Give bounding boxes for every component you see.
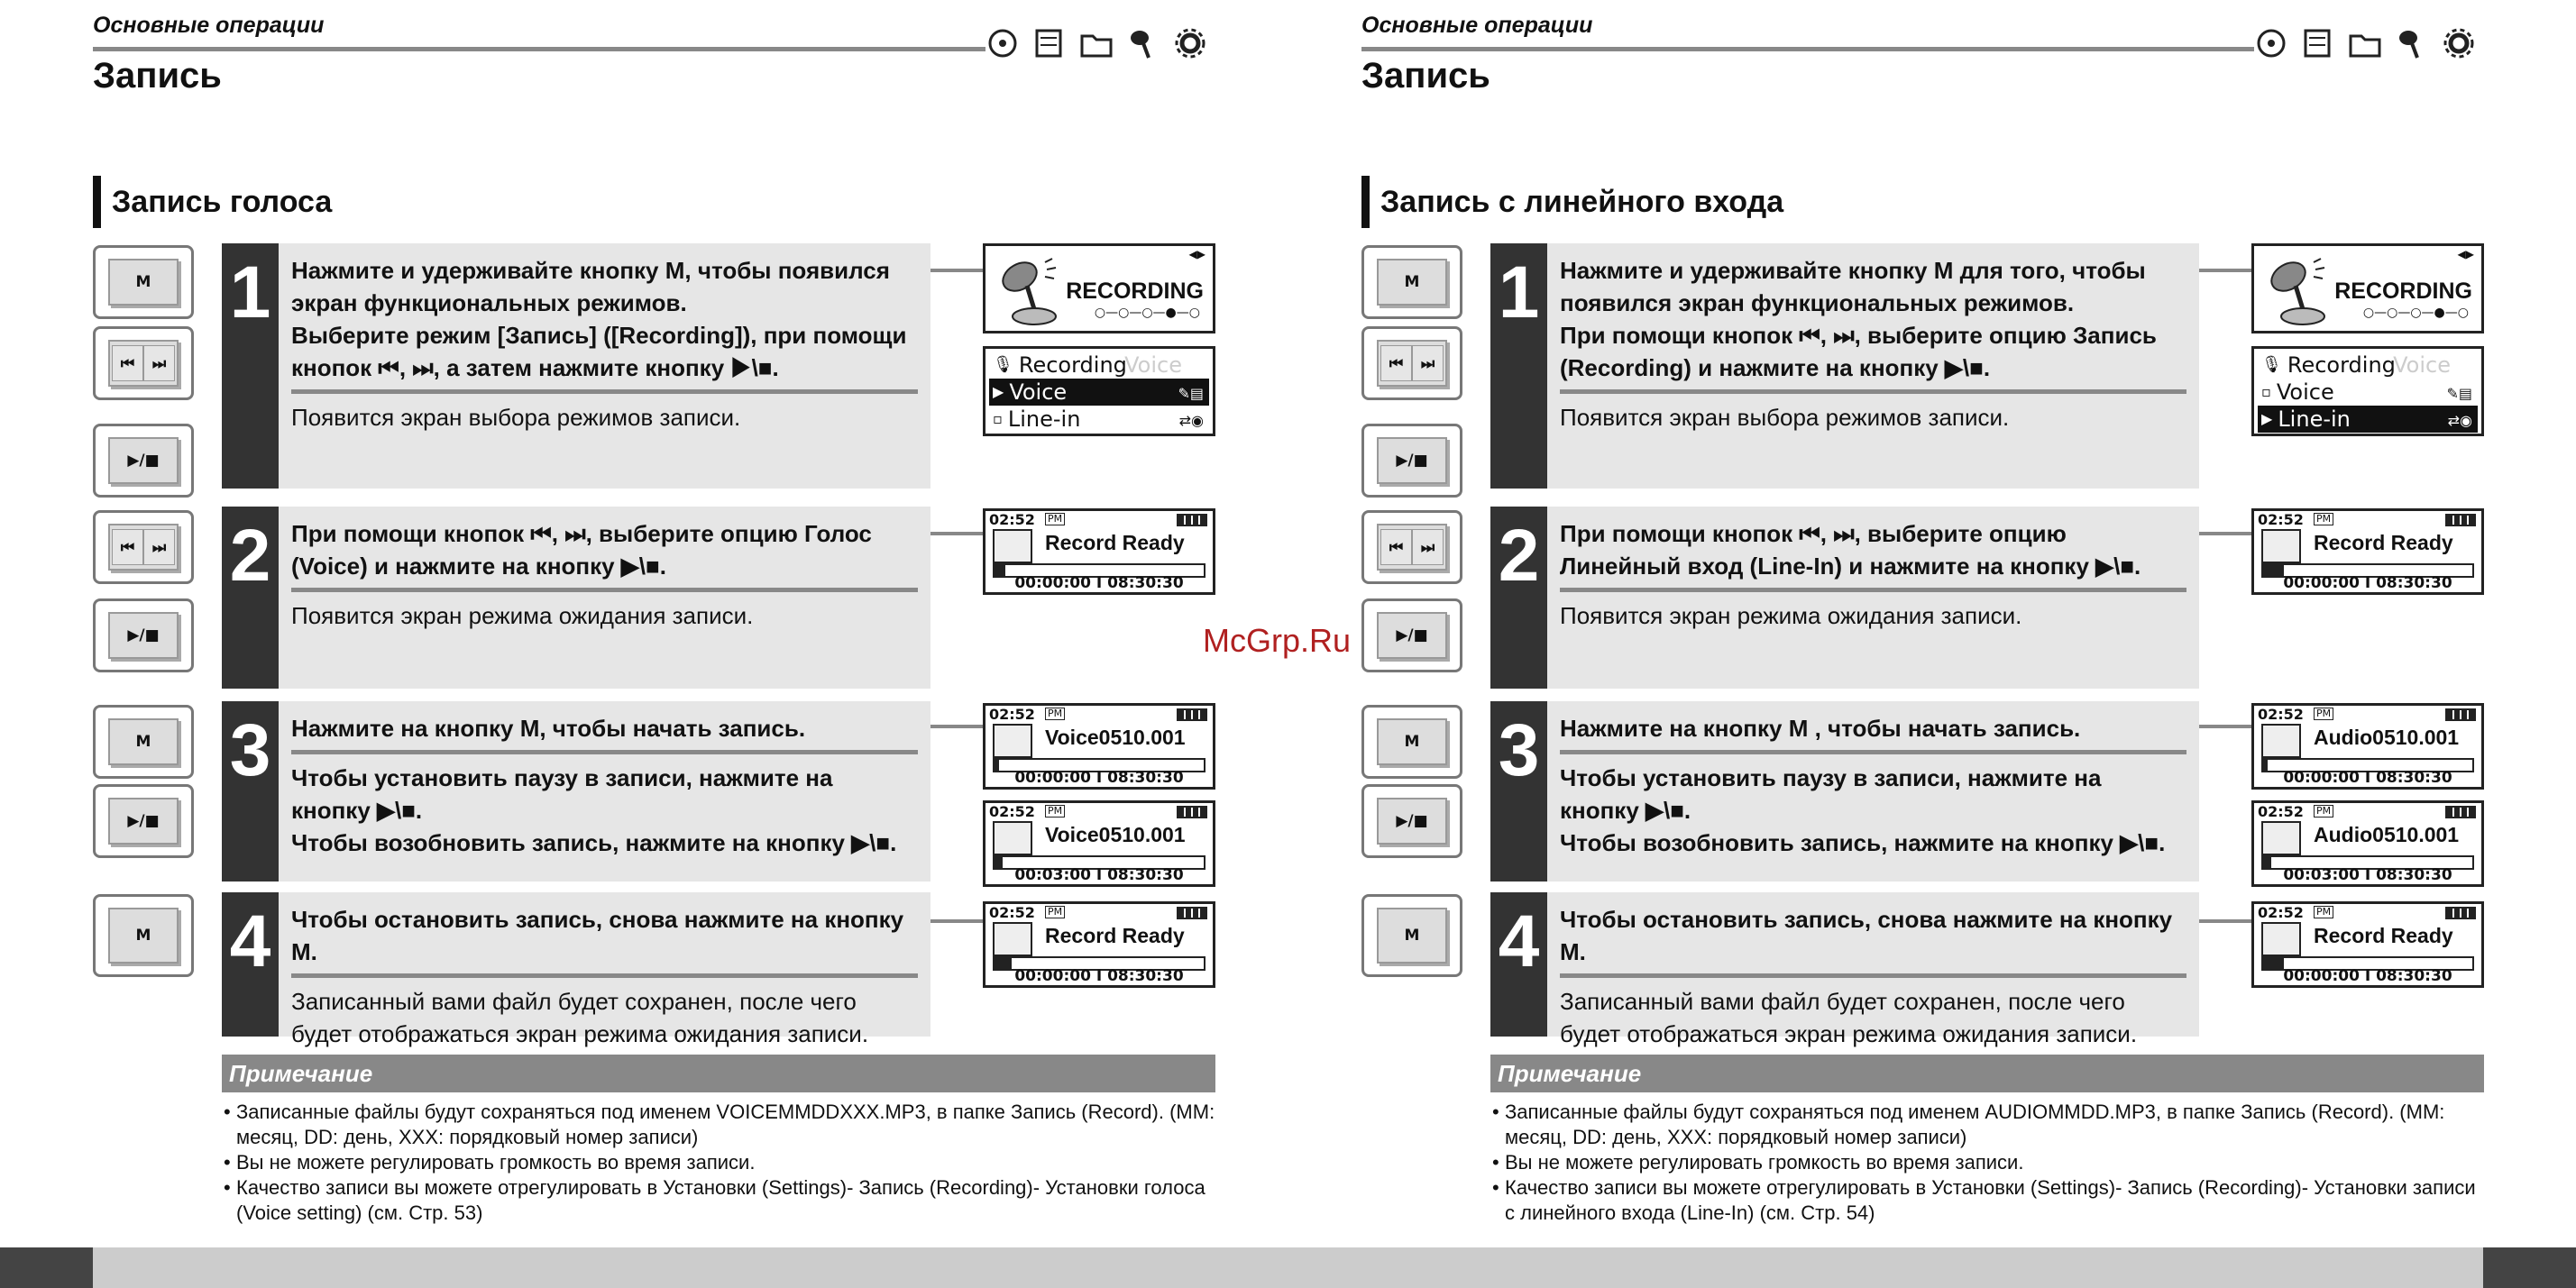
note-item: • Вы не можете регулировать громкость во время записи. — [222, 1150, 1215, 1175]
menu-item[interactable] — [989, 406, 1209, 433]
line-in-record-icon — [2261, 529, 2301, 563]
recording-title: RECORDING — [1066, 279, 1204, 304]
voice-record-icon — [993, 821, 1032, 855]
leader-line — [2199, 532, 2251, 535]
step-2 — [1490, 507, 2199, 689]
step-result: Чтобы установить паузу в записи, нажмите на кнопку ▶\■. — [1560, 764, 2102, 824]
clock: 02:52 — [2258, 803, 2304, 820]
step-divider — [1560, 389, 2186, 394]
leader-line — [930, 725, 983, 728]
file-name: Audio0510.001 — [2314, 726, 2460, 749]
pm-indicator: PM — [2314, 805, 2333, 818]
button-face — [1377, 340, 1447, 387]
step-result: Чтобы установить паузу в записи, нажмите на кнопку ▶\■. — [291, 764, 833, 824]
footer-right-block — [2483, 1247, 2576, 1288]
note-item: • Вы не можете регулировать громкость во время записи. — [1490, 1150, 2484, 1175]
menu-title: Recording — [1018, 352, 1127, 378]
menu-title: Recording — [2287, 352, 2396, 378]
button-label: M — [1404, 273, 1420, 291]
browser-icon — [2343, 22, 2387, 65]
button-face — [1377, 524, 1447, 571]
step-body — [279, 892, 930, 1047]
page-title: Запись — [1361, 56, 1490, 96]
button-label: M — [135, 273, 151, 291]
step-instruction: При помощи кнопок ⏮, ⏭, выберите опцию Линейный вход (Line-In) и нажмите на кнопку ▶\■. — [1560, 520, 2141, 580]
microphone-icon — [2261, 257, 2337, 329]
menu-item[interactable] — [2258, 406, 2478, 433]
step-result: Появится экран выбора режимов записи. — [1560, 404, 2010, 431]
note-item: • Записанные файлы будут сохраняться под именем VOICEMMDDXXX.MP3, в папке Запись (Record). (MM: месяц, DD: день, XXX: порядковый номер записи) — [222, 1100, 1215, 1150]
battery-icon — [1177, 806, 1207, 818]
menu-header — [2258, 352, 2478, 379]
button-label: M — [1404, 927, 1420, 945]
step-4 — [222, 892, 930, 1047]
step-result: Записанный вами файл будет сохранен, после чего будет отображаться экран режима ожидания записи. — [1560, 988, 2138, 1047]
note-list — [1490, 1100, 2484, 1226]
clock: 02:52 — [989, 706, 1035, 723]
pm-indicator: PM — [2314, 513, 2333, 525]
clock: 02:52 — [2258, 904, 2304, 921]
step-body — [1547, 507, 2199, 689]
time-counter: 00:00:00 I 08:30:30 — [2283, 769, 2452, 787]
time-counter: 00:00:00 I 08:30:30 — [2283, 967, 2452, 985]
prev-track-key: ⏮ — [112, 529, 143, 565]
recording-icon — [2390, 22, 2434, 65]
file-name: Record Ready — [1045, 531, 1185, 554]
step-body — [279, 243, 930, 489]
browser-icon — [1075, 22, 1118, 65]
step-result: Чтобы возобновить запись, нажмите на кнопку ▶\■. — [1560, 829, 2166, 856]
voice-record-icon — [993, 724, 1032, 758]
step-3 — [222, 701, 930, 882]
file-name: Voice0510.001 — [1045, 726, 1186, 749]
button-label: M — [135, 927, 151, 945]
note-item: • Качество записи вы можете отрегулировать в Установки (Settings)- Запись (Recording)- Установки записи с линейного входа (Line-In) (см. Стр. 54) — [1490, 1175, 2484, 1226]
button-face — [1377, 718, 1447, 765]
mic-small-icon: 🎙 — [993, 355, 1013, 374]
leader-line — [2199, 919, 2251, 923]
recording-mode-screen — [2251, 243, 2484, 333]
device-button[interactable] — [93, 424, 194, 498]
music-disc-icon — [981, 22, 1024, 65]
pm-indicator: PM — [2314, 708, 2333, 720]
file-name: Record Ready — [1045, 924, 1185, 947]
step-body — [1547, 243, 2199, 489]
button-label: ▶/■ — [1396, 812, 1428, 830]
selected-arrow-icon: ▶ — [2261, 410, 2273, 427]
page-footer — [0, 1247, 2576, 1288]
selected-arrow-icon: ▶ — [993, 383, 1004, 400]
pm-indicator: PM — [1045, 708, 1065, 720]
section-subtitle: Запись голоса — [93, 176, 332, 228]
step-instruction: При помощи кнопок ⏮, ⏭, выберите опцию Запись (Recording) и нажмите на кнопку ▶\■. — [1560, 322, 2157, 381]
step-body — [279, 507, 930, 689]
note-heading: Примечание — [1490, 1055, 2484, 1092]
leader-line — [2199, 725, 2251, 728]
button-face — [108, 259, 179, 306]
button-face — [108, 340, 179, 387]
menu-item-label: Voice — [2276, 379, 2334, 405]
header-rule — [93, 47, 985, 51]
settings-icon — [2437, 22, 2480, 65]
time-counter: 00:03:00 I 08:30:30 — [2283, 866, 2452, 884]
step-result: Появится экран выбора режимов записи. — [291, 404, 741, 431]
menu-ghost-label: Voice — [2393, 352, 2451, 378]
recording-icon — [1122, 22, 1165, 65]
step-number: 3 — [222, 701, 279, 882]
device-button[interactable] — [1361, 510, 1462, 584]
step-result: Записанный вами файл будет сохранен, после чего будет отображаться экран режима ожидания записи. — [291, 988, 869, 1047]
device-button[interactable] — [1361, 705, 1462, 779]
button-label: ▶/■ — [127, 626, 160, 644]
button-face — [108, 908, 179, 964]
step-number: 1 — [1490, 243, 1547, 489]
note-item: • Качество записи вы можете отрегулировать в Установки (Settings)- Запись (Recording)- Установки голоса (Voice setting) (см. Стр. 53) — [222, 1175, 1215, 1226]
nav-arrows-icon: ◀▶ — [1188, 248, 1205, 260]
line-in-record-icon — [2261, 821, 2301, 855]
record-status-screen — [2251, 800, 2484, 887]
watermark: McGrp.Ru — [1203, 622, 1352, 659]
recording-mode-screen — [983, 243, 1215, 333]
line-in-record-icon — [2261, 922, 2301, 956]
step-divider — [291, 973, 918, 978]
pm-indicator: PM — [1045, 906, 1065, 918]
clock: 02:52 — [2258, 511, 2304, 528]
time-counter: 00:00:00 I 08:30:30 — [2283, 574, 2452, 592]
menu-item-label: Line-in — [1007, 406, 1081, 432]
button-label: ▶/■ — [1396, 626, 1428, 644]
bullet-icon: ▫ — [993, 410, 1003, 427]
step-4 — [1490, 892, 2199, 1047]
pm-indicator: PM — [1045, 513, 1065, 525]
file-name: Record Ready — [2314, 924, 2453, 947]
step-instruction: Нажмите и удерживайте кнопку M, чтобы появился экран функциональных режимов. — [291, 257, 890, 316]
step-result: Чтобы возобновить запись, нажмите на кнопку ▶\■. — [291, 829, 897, 856]
step-1 — [222, 243, 930, 489]
right-page — [1269, 0, 2536, 1288]
step-instruction: Чтобы остановить запись, снова нажмите на кнопку M. — [291, 906, 904, 965]
button-face — [108, 612, 179, 659]
file-name: Voice0510.001 — [1045, 823, 1186, 846]
step-number: 2 — [222, 507, 279, 689]
record-status-screen — [2251, 508, 2484, 595]
left-page — [0, 0, 1268, 1288]
voice-record-icon — [993, 529, 1032, 563]
record-status-screen — [983, 901, 1215, 988]
button-face — [1377, 437, 1447, 484]
next-track-key: ⏭ — [143, 345, 175, 381]
button-face — [1377, 798, 1447, 845]
button-face — [1377, 908, 1447, 964]
step-body — [1547, 701, 2199, 882]
button-face — [108, 524, 179, 571]
step-divider — [291, 588, 918, 592]
clock: 02:52 — [989, 904, 1035, 921]
leader-line — [930, 269, 983, 272]
voice-mode-icon: ✎▤ — [1178, 385, 1204, 402]
record-status-screen — [983, 800, 1215, 887]
step-body — [279, 701, 930, 882]
time-counter: 00:03:00 I 08:30:30 — [1014, 866, 1184, 884]
mic-small-icon: 🎙 — [2261, 355, 2282, 374]
step-2 — [222, 507, 930, 689]
note-list — [222, 1100, 1215, 1226]
menu-item[interactable] — [989, 379, 1209, 406]
button-label: ▶/■ — [1396, 452, 1428, 470]
device-button[interactable] — [1361, 598, 1462, 672]
section-label: Основные операции — [93, 13, 325, 38]
note-box — [222, 1055, 1215, 1226]
step-number: 4 — [1490, 892, 1547, 1037]
device-button[interactable] — [93, 598, 194, 672]
time-counter: 00:00:00 I 08:30:30 — [1014, 769, 1184, 787]
record-status-screen — [2251, 703, 2484, 790]
clock: 02:52 — [2258, 706, 2304, 723]
step-instruction: Нажмите на кнопку M, чтобы начать запись. — [291, 715, 806, 742]
nav-arrows-icon: ◀▶ — [2457, 248, 2474, 260]
step-instruction: Нажмите на кнопку M , чтобы начать запись. — [1560, 715, 2081, 742]
note-heading: Примечание — [222, 1055, 1215, 1092]
note-item: • Записанные файлы будут сохраняться под именем AUDIOMMDD.MP3, в папке Запись (Record). (MM: месяц, DD: день, XXX: порядковый номер записи) — [1490, 1100, 2484, 1150]
button-face — [1377, 259, 1447, 306]
battery-icon — [2445, 907, 2476, 919]
button-label: M — [1404, 733, 1420, 751]
step-divider — [1560, 750, 2186, 754]
button-face — [108, 718, 179, 765]
record-status-screen — [983, 508, 1215, 595]
section-label: Основные операции — [1361, 13, 1593, 38]
step-instruction: Выберите режим [Запись] ([Recording]), при помощи кнопок ⏮, ⏭, а затем нажмите кнопку ▶\■. — [291, 322, 907, 381]
button-label: ▶/■ — [127, 452, 160, 470]
line-in-icon: ⇄◉ — [1178, 412, 1204, 429]
text-viewer-icon — [2296, 22, 2340, 65]
button-face — [108, 437, 179, 484]
header-icons — [981, 22, 1215, 65]
music-disc-icon — [2250, 22, 2293, 65]
time-counter: 00:00:00 I 08:30:30 — [1014, 967, 1184, 985]
pm-indicator: PM — [1045, 805, 1065, 818]
recording-menu-screen — [2251, 346, 2484, 436]
battery-icon — [2445, 708, 2476, 721]
step-divider — [291, 389, 918, 394]
step-result: Появится экран режима ожидания записи. — [291, 602, 754, 629]
section-subtitle: Запись с линейного входа — [1361, 176, 1783, 228]
recording-title: RECORDING — [2334, 279, 2472, 304]
device-button[interactable] — [93, 326, 194, 400]
step-instruction: Чтобы остановить запись, снова нажмите на кнопку M. — [1560, 906, 2173, 965]
note-box — [1490, 1055, 2484, 1226]
header-icons — [2250, 22, 2484, 65]
device-button[interactable] — [93, 705, 194, 779]
footer-left-block — [0, 1247, 93, 1288]
device-button[interactable] — [93, 245, 194, 319]
button-label: ▶/■ — [127, 812, 160, 830]
settings-icon — [1169, 22, 1212, 65]
menu-header — [989, 352, 1209, 379]
device-button[interactable] — [1361, 894, 1462, 977]
button-face — [108, 798, 179, 845]
mode-dots-icon: ○—○—○—●—○ — [2362, 306, 2469, 320]
battery-icon — [2445, 806, 2476, 818]
device-button[interactable] — [93, 510, 194, 584]
voice-record-icon — [993, 922, 1032, 956]
leader-line — [930, 532, 983, 535]
step-result: Появится экран режима ожидания записи. — [1560, 602, 2022, 629]
pm-indicator: PM — [2314, 906, 2333, 918]
menu-item-label: Line-in — [2278, 406, 2351, 432]
time-counter: 00:00:00 I 08:30:30 — [1014, 574, 1184, 592]
mode-dots-icon: ○—○—○—●—○ — [1094, 306, 1200, 320]
step-divider — [1560, 973, 2186, 978]
file-name: Record Ready — [2314, 531, 2453, 554]
record-status-screen — [2251, 901, 2484, 988]
button-label: M — [135, 733, 151, 751]
menu-ghost-label: Voice — [1124, 352, 1182, 378]
recording-menu-screen — [983, 346, 1215, 436]
step-instruction: При помощи кнопок ⏮, ⏭, выберите опцию Голос (Voice) и нажмите на кнопку ▶\■. — [291, 520, 872, 580]
text-viewer-icon — [1028, 22, 1071, 65]
device-button[interactable] — [1361, 784, 1462, 858]
battery-icon — [1177, 907, 1207, 919]
page-title: Запись — [93, 56, 222, 96]
line-in-icon: ⇄◉ — [2447, 412, 2472, 429]
record-status-screen — [983, 703, 1215, 790]
menu-item[interactable] — [2258, 379, 2478, 406]
button-face — [1377, 612, 1447, 659]
next-track-key: ⏭ — [143, 529, 175, 565]
step-divider — [291, 750, 918, 754]
leader-line — [930, 919, 983, 923]
clock: 02:52 — [989, 803, 1035, 820]
step-body — [1547, 892, 2199, 1047]
next-track-key: ⏭ — [1412, 345, 1444, 381]
step-instruction: Нажмите и удерживайте кнопку M для того, чтобы появился экран функциональных режимов. — [1560, 257, 2146, 316]
leader-line — [2199, 269, 2251, 272]
voice-mode-icon: ✎▤ — [2446, 385, 2472, 402]
device-button[interactable] — [1361, 424, 1462, 498]
prev-track-key: ⏮ — [112, 345, 143, 381]
clock: 02:52 — [989, 511, 1035, 528]
battery-icon — [2445, 514, 2476, 526]
step-number: 3 — [1490, 701, 1547, 882]
header-rule — [1361, 47, 2254, 51]
battery-icon — [1177, 514, 1207, 526]
device-button[interactable] — [93, 784, 194, 858]
next-track-key: ⏭ — [1412, 529, 1444, 565]
prev-track-key: ⏮ — [1380, 529, 1412, 565]
step-number: 4 — [222, 892, 279, 1037]
battery-icon — [1177, 708, 1207, 721]
device-button[interactable] — [1361, 245, 1462, 319]
step-3 — [1490, 701, 2199, 882]
device-button[interactable] — [93, 894, 194, 977]
step-divider — [1560, 588, 2186, 592]
microphone-icon — [993, 257, 1068, 329]
file-name: Audio0510.001 — [2314, 823, 2460, 846]
line-in-record-icon — [2261, 724, 2301, 758]
menu-item-label: Voice — [1009, 379, 1068, 405]
bullet-icon: ▫ — [2261, 383, 2271, 400]
prev-track-key: ⏮ — [1380, 345, 1412, 381]
step-1 — [1490, 243, 2199, 489]
step-number: 1 — [222, 243, 279, 489]
device-button[interactable] — [1361, 326, 1462, 400]
step-number: 2 — [1490, 507, 1547, 689]
